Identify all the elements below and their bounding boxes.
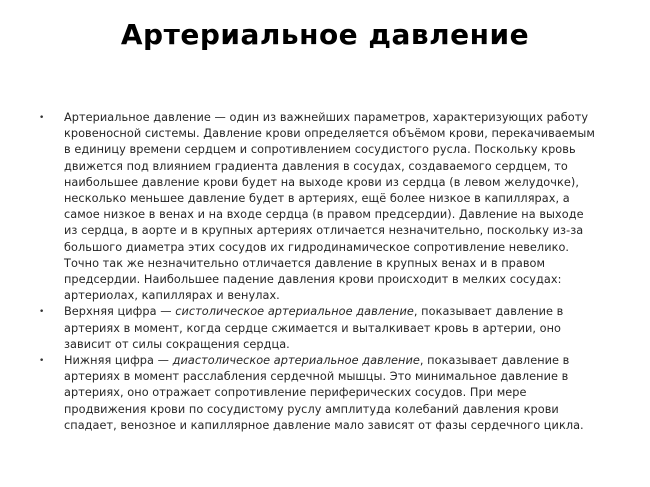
bullet-text-prefix: Верхняя цифра —: [64, 305, 176, 319]
bullet-list: [36, 110, 596, 434]
bullet-term-systolic: систолическое артериальное давление: [175, 305, 414, 319]
slide-title: Артериальное давление: [120, 18, 530, 51]
bullet-icon: •: [39, 307, 45, 318]
bullet-text: Артериальное давление — один из важнейших параметров, характеризующих работу кровеносной системы. Давление крови определяется объёмом крови, перекачиваемым в единицу времени сердцем и сопротивлением сосудистого русла. Поскольку кровь движется под влиянием градиента давления в сосудах, создаваемого сердцем, то наибольшее давление крови будет на выходе крови из сердца (в левом желудочке), несколько меньшее давление будет в артериях, ещё более низкое в капиллярах, а самое низкое в венах и на входе сердца (в правом предсердии). Давление на выходе из сердца, в аорте и в крупных артериях отличается незначительно, поскольку из-за большого диаметра этих сосудов их гидродинамическое сопротивление невелико. Точно так же незначительно отличается давление в крупных венах и в правом предсердии. Наибольшее падение давления крови происходит в мелких сосудах: артериолах, капиллярах и венулах.: [64, 111, 595, 303]
bullet-term-diastolic: диастолическое артериальное давление: [172, 354, 420, 368]
bullet-item-diastolic: [36, 353, 596, 434]
bullet-icon: •: [39, 113, 45, 123]
bullet-text-suffix: , показывает давление в артериях в момент, когда сердце сжимается и выталкивает кровь в артерии, оно зависит от силы сокращения сердца.: [64, 305, 564, 351]
bullet-text-prefix: Нижняя цифра —: [64, 354, 173, 368]
bullet-text-suffix: , показывает давление в артериях в момент расслабления сердечной мышцы. Это минимальное давление в артериях, оно отражает сопротивление периферических сосудов. При мере продвижения крови по сосудистому руслу амплитуда колебаний давления крови спадает, венозное и капиллярное давление мало зависят от фазы сердечного цикла.: [64, 354, 584, 432]
bullet-item-systolic: [36, 304, 596, 353]
bullet-item-definition: [36, 110, 596, 304]
bullet-icon: •: [39, 356, 45, 367]
